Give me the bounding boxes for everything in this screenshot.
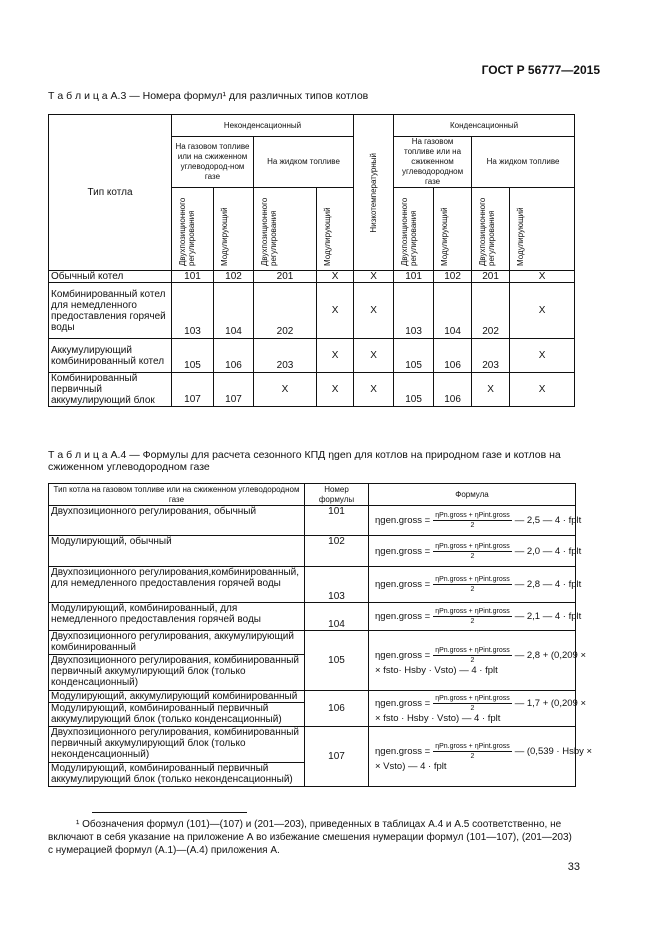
col-number: Номер формулы (305, 484, 369, 506)
twopos-header: Двухпозиционного регулирования (172, 188, 214, 271)
table-row: Модулирующий, комбинированный первичный аккумулирующий блок (только конденсационный) (49, 703, 576, 727)
table-row: Модулирующий, комбинированный первичный аккумулирующий блок (только неконденсационный) (49, 763, 576, 787)
footnote-rule (92, 812, 247, 813)
liquid-fuel-header: На жидком топливе (472, 137, 575, 188)
table4-caption: Т а б л и ц а А.4 — Формулы для расчета сезонного КПД ηgen для котлов на природном газе и котлов на (48, 449, 561, 461)
table-row: Комбинированный первичный аккумулирующий блок 107 107 X X X 105 106 X X (49, 373, 575, 407)
twopos-header: Двухпозиционного регулирования (472, 188, 510, 271)
table-a4 (48, 483, 593, 787)
table-a3 (48, 114, 575, 407)
mod-header: Модулирующий (434, 188, 472, 271)
condensing-header: Конденсационный (394, 115, 575, 137)
page-number: 33 (567, 861, 580, 873)
table-row: Двухпозиционного регулирования, обычный 101 ηgen.gross = $\frac{\text{ηPn.gross + ηPint.gross}}{2}$ — 2,5 — 4 · fplt (49, 506, 576, 536)
twopos-header: Двухпозиционного регулирования (394, 188, 434, 271)
document-header: ГОСТ Р 56777—2015 (481, 63, 600, 77)
mod-header: Модулирующий (510, 188, 575, 271)
table3-caption: Т а б л и ц а А.3 — Номера формул¹ для различных типов котлов (48, 90, 369, 102)
gas-fuel-header: На газовом топливе или на сжиженном углеводород-ном газе (172, 137, 254, 188)
table-row: Двухпозиционного регулирования,комбинированный, для немедленного предоставления горячей воды 103 ηgen.gross = $\frac{\text{ηPn.gross + ηPint.gross}}{2}$ — 2,8 — 4 · fplt (49, 567, 576, 603)
footnote: ¹ Обозначения формул (101)—(107) и (201—203), приведенных в таблицах А.4 и А.5 соответственно, не включают в себя указание на приложение А во избежание смешения нумерации формул (101—107), (201—203) с нумерацией формул (А.1)—(А.4) приложения А. (48, 819, 572, 856)
table-row: Двухпозиционного регулирования, комбинированный первичный аккумулирующий блок (только неконденсационный) 107 ηgen.gross = $\frac{\text{ηPn.gross + ηPint.gross}}{2}$ — (0,539 · Hsby × × Vsto) — 4 · fplt (49, 727, 576, 763)
table-row: Модулирующий, аккумулирующий комбинированный 106 ηgen.gross = $\frac{\text{ηPn.gross + ηPint.gross}}{2}$ — 1,7 + (0,209 × × fsto · Hsby · Vsto) — 4 · fplt (49, 691, 576, 703)
gas-fuel-header: На газовом топливе или на сжиженном углеводородном газе (394, 137, 472, 188)
col-type: Тип котла на газовом топливе или на сжиженном углеводородном газе (49, 484, 305, 506)
table-row: Обычный котел 101 102 201 X X 101 102 201 X (49, 271, 575, 283)
table4-caption-cont: сжиженном углеводородном газе (48, 461, 210, 473)
col-formula: Формула (369, 484, 576, 506)
table-row: Комбинированный котел для немедленного предоставления горячей воды 103 104 202 X X 103 104 202 X (49, 283, 575, 339)
table-row: Аккумулирующий комбинированный котел 105 106 203 X X 105 106 203 X (49, 339, 575, 373)
lowtemp-header: Низкотемпературный (354, 115, 394, 271)
table-row: Модулирующий, обычный 102 ηgen.gross = $\frac{\text{ηPn.gross + ηPint.gross}}{2}$ — 2,0 — 4 · fplt (49, 536, 576, 567)
mod-header: Модулирующий (214, 188, 254, 271)
table-row: Модулирующий, комбинированный, для немедленного предоставления горячей воды 104 ηgen.gross = $\frac{\text{ηPn.gross + ηPint.gross}}{2}$ — 2,1 — 4 · fplt (49, 603, 576, 631)
table-row: Двухпозиционного регулирования, аккумулирующий комбинированный 105 ηgen.gross = $\frac{\text{ηPn.gross + ηPint.gross}}{2}$ — 2,8 + (0,209 × × fsto· Hsby · Vsto) — 4 · fplt (49, 631, 576, 655)
table-row: Двухпозиционного регулирования, комбинированный первичный аккумулирующий блок (только конденсационный) (49, 655, 576, 691)
liquid-fuel-header: На жидком топливе (254, 137, 354, 188)
noncondensing-header: Неконденсационный (172, 115, 354, 137)
twopos-header: Двухпозиционного регулирования (254, 188, 317, 271)
col-boiler-type: Тип котла (49, 115, 172, 271)
mod-header: Модулирующий (317, 188, 354, 271)
